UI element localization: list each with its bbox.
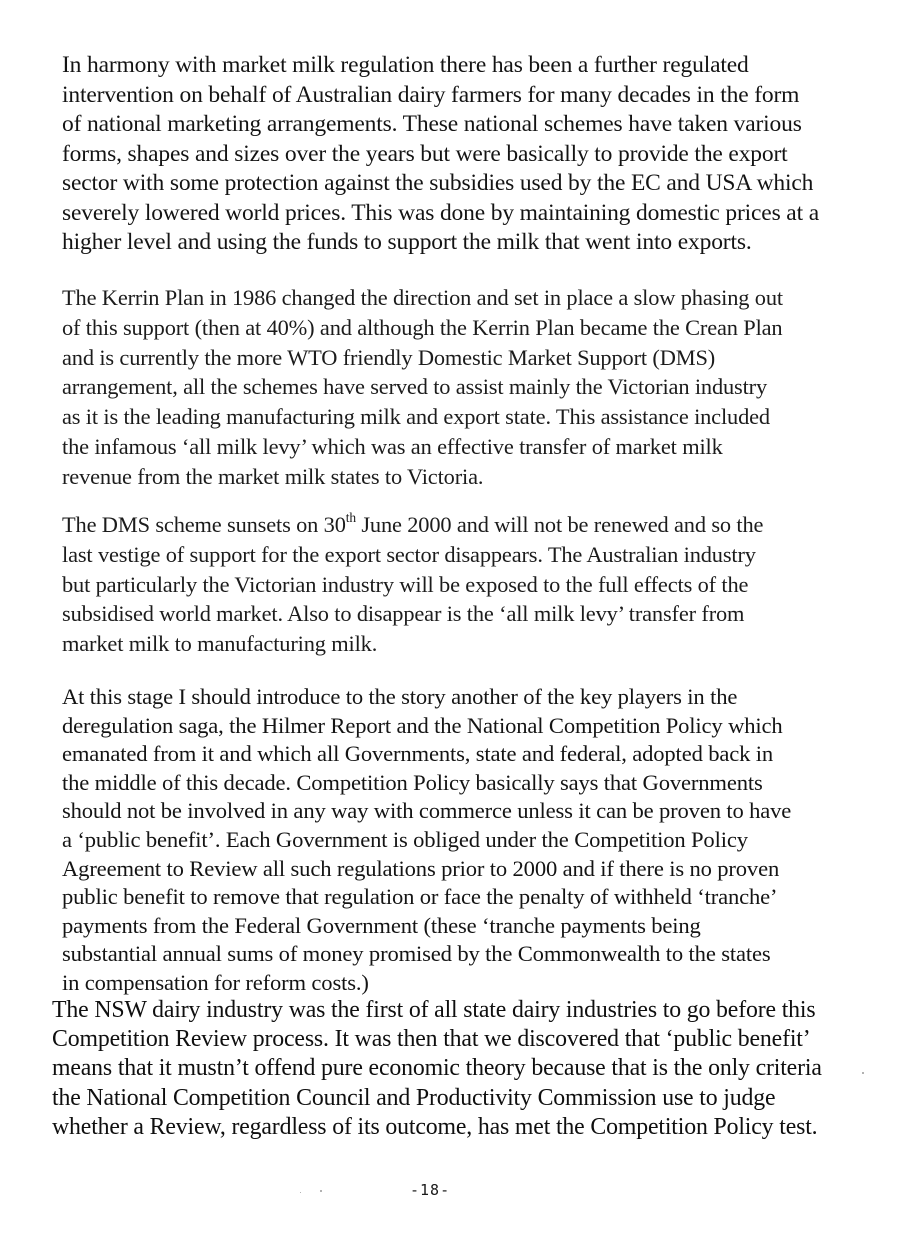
text-line: revenue from the market milk states to Victoria. xyxy=(62,463,484,489)
text-line: subsidised world market. Also to disappear is the ‘all milk levy’ transfer from xyxy=(62,601,745,627)
text-line: the National Competition Council and Productivity Commission use to judge xyxy=(52,1084,776,1111)
text-line: arrangement, all the schemes have served to assist mainly the Victorian industry xyxy=(62,374,768,400)
scan-speck xyxy=(300,1192,301,1193)
paragraph-kerrin-plan xyxy=(62,283,783,492)
text-line: severely lowered world prices. This was done by maintaining domestic prices at a xyxy=(62,199,819,226)
text-line: payments from the Federal Government (these ‘tranche payments being xyxy=(62,912,701,938)
text-line: a ‘public benefit’. Each Government is obliged under the Competition Policy xyxy=(62,826,748,852)
text-line: whether a Review, regardless of its outcome, has met the Competition Policy test. xyxy=(52,1113,818,1140)
text-line: In harmony with market milk regulation there has been a further regulated xyxy=(62,52,749,78)
text-line: deregulation saga, the Hilmer Report and the National Competition Policy which xyxy=(62,712,783,738)
paragraph-nsw-dairy xyxy=(52,996,822,1142)
text-line: intervention on behalf of Australian dairy farmers for many decades in the form xyxy=(62,81,800,108)
text-line: sector with some protection against the subsidies used by the EC and USA which xyxy=(62,170,814,196)
text-fragment: June 2000 and will not be renewed and so the xyxy=(355,512,764,537)
text-line: the middle of this decade. Competition Policy basically says that Governments xyxy=(62,769,763,795)
text-line: market milk to manufacturing milk. xyxy=(62,631,378,657)
text-line: and is currently the more WTO friendly Domestic Market Support (DMS) xyxy=(62,344,716,370)
text-line: At this stage I should introduce to the story another of the key players in the xyxy=(62,684,738,709)
paragraph-national-marketing xyxy=(62,51,819,258)
text-line: The Kerrin Plan in 1986 changed the direction and set in place a slow phasing out xyxy=(62,285,783,310)
text-line: means that it mustn’t offend pure economic theory because that is the only criteria xyxy=(52,1055,822,1082)
text-line: emanated from it and which all Governments, state and federal, adopted back in xyxy=(62,741,774,767)
text-line xyxy=(62,510,763,540)
page-number: -18- xyxy=(410,1181,451,1199)
text-line: forms, shapes and sizes over the years but were basically to provide the export xyxy=(62,140,788,167)
paragraph-dms-scheme xyxy=(62,510,763,659)
text-line: Agreement to Review all such regulations prior to 2000 and if there is no proven xyxy=(62,855,780,881)
text-line: The NSW dairy industry was the first of all state dairy industries to go before this xyxy=(52,997,816,1023)
scan-speck xyxy=(862,1072,864,1074)
text-line: in compensation for reform costs.) xyxy=(62,969,369,995)
text-line: should not be involved in any way with commerce unless it can be proven to have xyxy=(62,798,792,824)
text-fragment: The DMS scheme sunsets on 30 xyxy=(62,512,346,537)
text-line: public benefit to remove that regulation or face the penalty of withheld ‘tranche’ xyxy=(62,884,778,910)
text-line: as it is the leading manufacturing milk and export state. This assistance included xyxy=(62,404,770,430)
ordinal-superscript: th xyxy=(345,509,356,525)
text-line: Competition Review process. It was then that we discovered that ‘public benefit’ xyxy=(52,1026,811,1053)
text-line: higher level and using the funds to support the milk that went into exports. xyxy=(62,229,752,255)
text-line: last vestige of support for the export sector disappears. The Australian industry xyxy=(62,541,756,567)
text-line: substantial annual sums of money promised by the Commonwealth to the states xyxy=(62,941,771,967)
text-line: of this support (then at 40%) and although the Kerrin Plan became the Crean Plan xyxy=(62,314,783,340)
scan-speck xyxy=(320,1190,322,1192)
paragraph-competition-policy xyxy=(62,683,791,998)
text-line: of national marketing arrangements. These national schemes have taken various xyxy=(62,111,802,137)
text-line: the infamous ‘all milk levy’ which was an effective transfer of market milk xyxy=(62,433,723,459)
text-line: but particularly the Victorian industry will be exposed to the full effects of the xyxy=(62,571,749,597)
